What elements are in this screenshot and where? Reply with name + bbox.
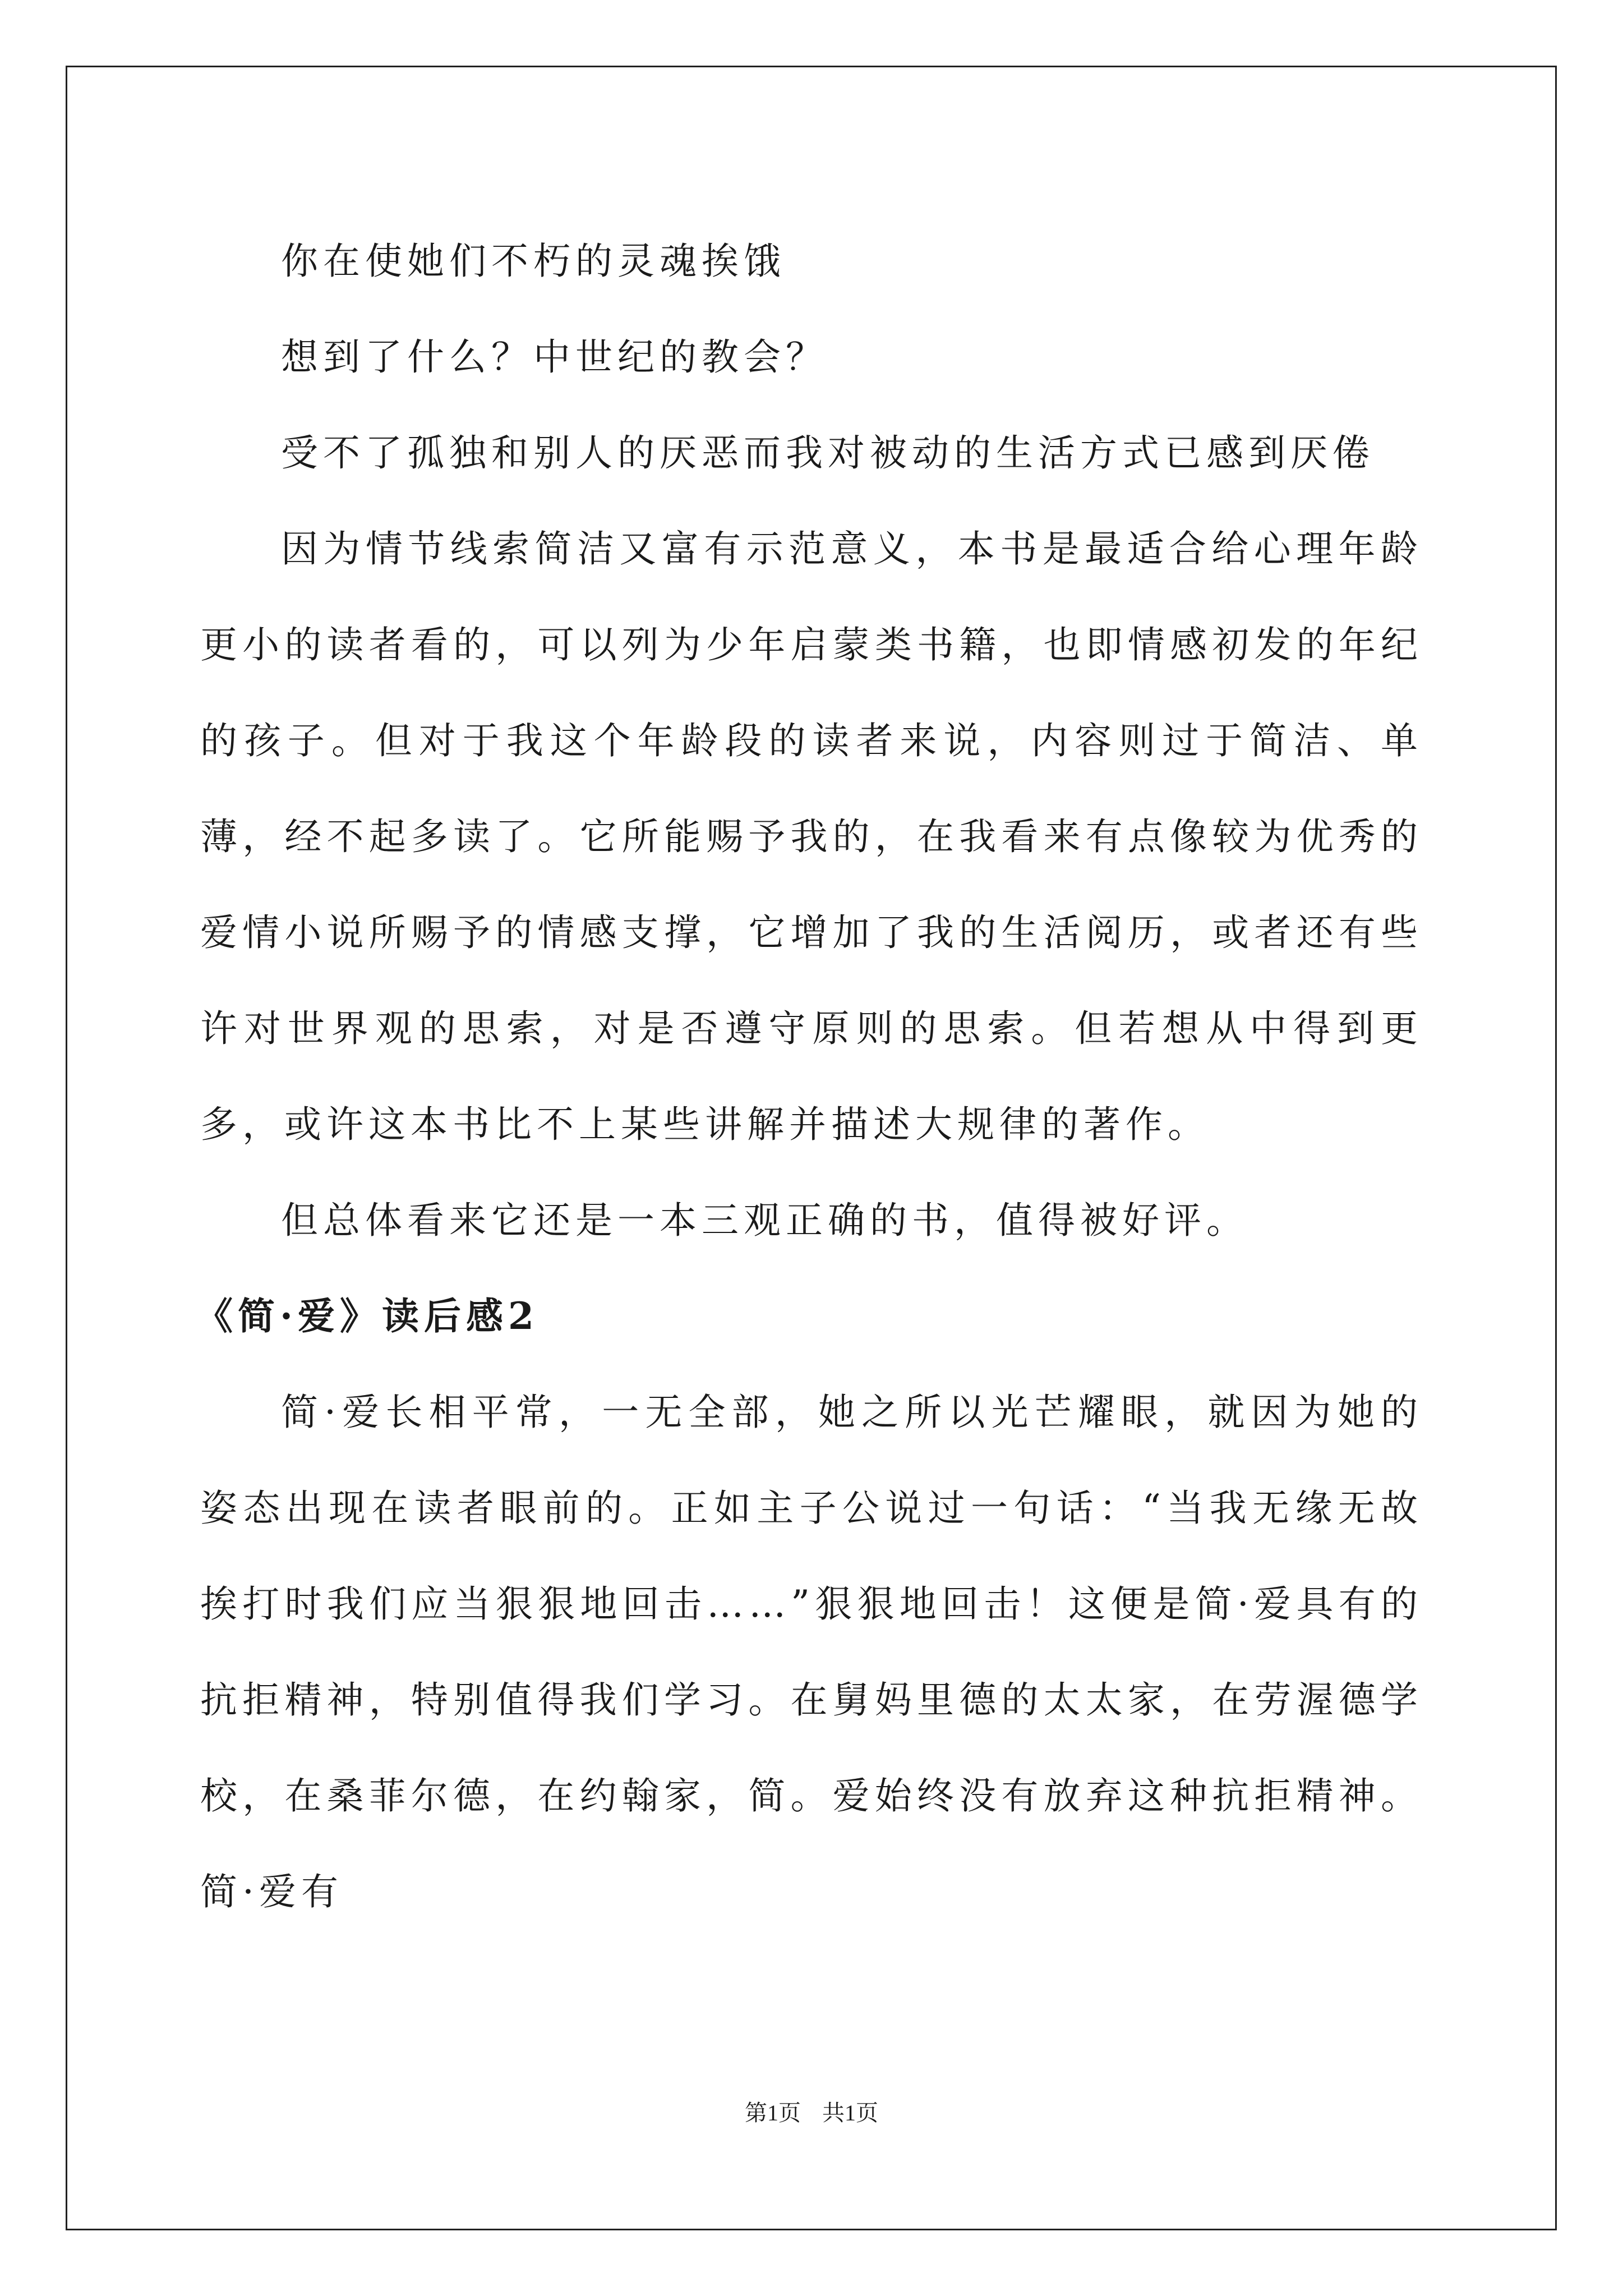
section-heading: 《简·爱》读后感2: [196, 1294, 539, 1338]
page-total: 共1页: [822, 2100, 878, 2125]
paragraph: 因为情节线索简洁又富有示范意义，本书是最适合给心理年龄更小的读者看的，可以列为少年启蒙类书籍，也即情感初发的年纪的孩子。但对于我这个年龄段的读者来说，内容则过于简洁、单薄，经不起多读了。它所能赐予我的，在我看来有点像较为优秀的爱情小说所赐予的情感支撑，它增加了我的生活阅历，或者还有些许对世界观的思索，对是否遵守原则的思索。但若想从中得到更多，或许这本书比不上某些讲解并描述大规律的著作。: [200, 527, 1423, 1146]
paragraph: 简·爱长相平常，一无全部，她之所以光芒耀眼，就因为她的姿态出现在读者眼前的。正如主子公说过一句话：“当我无缘无故挨打时我们应当狠狠地回击……”狠狠地回击！这便是简·爱具有的抗拒精神，特别值得我们学习。在舅妈里德的太太家，在劳渥德学校，在桑菲尔德，在约翰家，简。爱始终没有放弃这种抗拒精神。简·爱有: [200, 1391, 1423, 1913]
paragraph: 想到了什么？中世纪的教会？: [281, 335, 828, 379]
document-body: [196, 213, 1423, 1940]
page-footer: [0, 2095, 1623, 2127]
paragraph: 你在使她们不朽的灵魂挨饿: [281, 240, 786, 283]
page-number: 第1页: [745, 2100, 801, 2125]
paragraph: 但总体看来它还是一本三观正确的书，值得被好评。: [281, 1199, 1248, 1242]
paragraph: 受不了孤独和别人的厌恶而我对被动的生活方式已感到厌倦: [281, 431, 1375, 475]
